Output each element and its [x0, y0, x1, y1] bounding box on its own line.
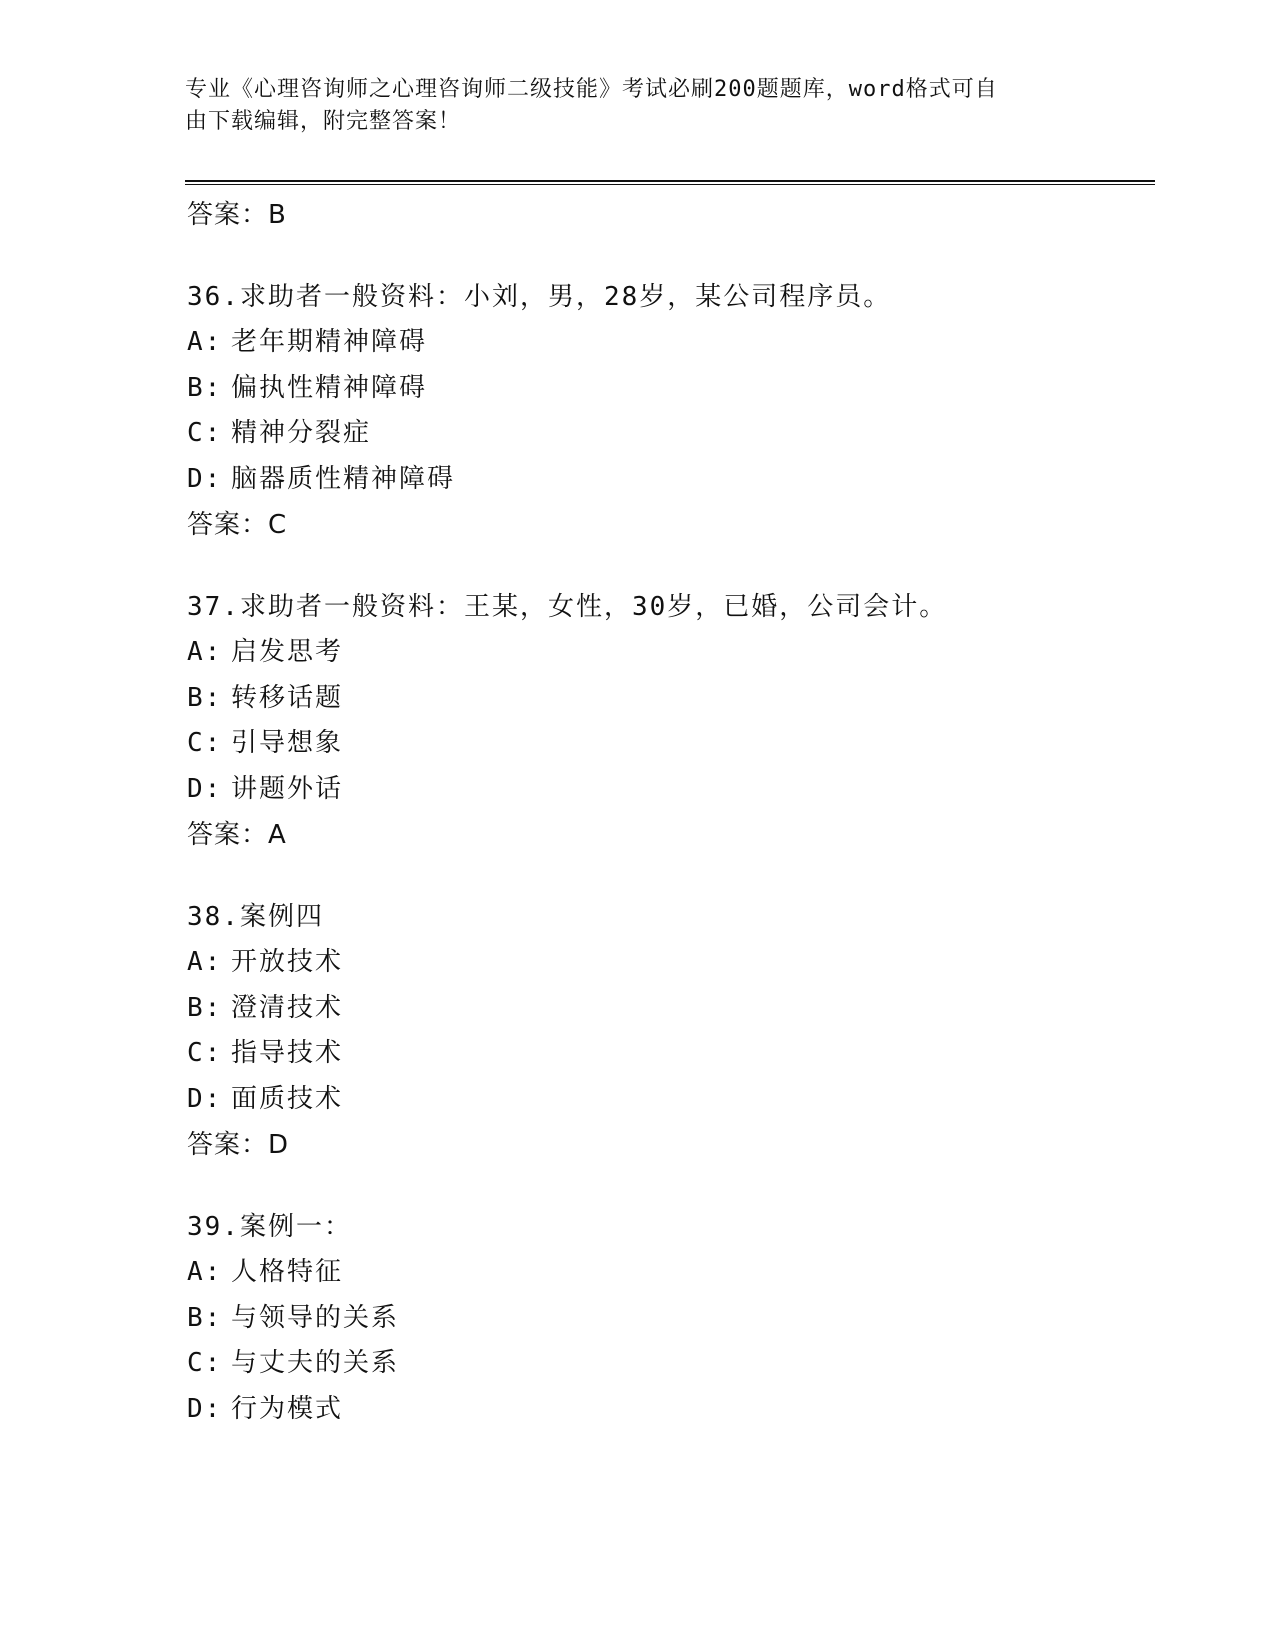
question-text: 求助者一般资料：王某，女性，30岁，已婚，公司会计。 — [239, 592, 948, 622]
option-letter: D: — [187, 1083, 223, 1114]
option-a — [187, 320, 1147, 366]
question-number: 37. — [187, 592, 240, 622]
question-stem — [187, 584, 1147, 630]
answer-value: B — [268, 200, 287, 230]
option-text: 行为模式 — [231, 1393, 344, 1424]
option-b — [187, 676, 1147, 722]
option-letter: B: — [187, 1302, 223, 1333]
option-b — [187, 366, 1147, 412]
option-text: 面质技术 — [231, 1083, 344, 1114]
question-number: 38. — [187, 902, 240, 932]
header-line-1: 专业《心理咨询师之心理咨询师二级技能》考试必刷200题题库，word格式可自 — [185, 77, 998, 102]
option-text: 与领导的关系 — [231, 1302, 400, 1333]
option-text: 启发思考 — [231, 637, 344, 667]
question-stem — [187, 894, 1147, 940]
option-d — [187, 1077, 1147, 1123]
option-letter: D: — [187, 463, 223, 494]
document-header — [185, 74, 1065, 138]
question-list — [187, 192, 1147, 1432]
spacer — [187, 858, 1147, 894]
option-letter: C: — [187, 1038, 223, 1068]
option-letter: D: — [187, 773, 223, 804]
option-letter: B: — [187, 682, 223, 713]
option-b — [187, 986, 1147, 1032]
question-text: 求助者一般资料：小刘，男，28岁，某公司程序员。 — [239, 282, 892, 312]
question-number: 39. — [187, 1212, 240, 1242]
option-letter: A: — [187, 1257, 223, 1287]
question-text: 案例四 — [239, 902, 324, 932]
option-a — [187, 1250, 1147, 1296]
option-d — [187, 1387, 1147, 1433]
option-letter: D: — [187, 1393, 223, 1424]
option-text: 偏执性精神障碍 — [231, 372, 428, 403]
option-letter: A: — [187, 947, 223, 977]
option-text: 指导技术 — [231, 1038, 344, 1068]
option-text: 澄清技术 — [231, 992, 344, 1023]
option-text: 讲题外话 — [231, 773, 344, 804]
answer-label: 答案： — [187, 510, 269, 540]
spacer — [187, 1168, 1147, 1204]
option-c — [187, 721, 1147, 767]
option-letter: A: — [187, 327, 223, 357]
answer-line — [187, 812, 1147, 858]
question-text: 案例一： — [239, 1212, 352, 1242]
answer-label: 答案： — [187, 200, 269, 230]
option-letter: C: — [187, 418, 223, 448]
option-c — [187, 1341, 1147, 1387]
answer-line — [187, 192, 1147, 238]
option-a — [187, 630, 1147, 676]
answer-value: A — [268, 820, 287, 850]
header-line-2: 由下载编辑，附完整答案！ — [185, 109, 462, 134]
option-text: 脑器质性精神障碍 — [231, 463, 456, 494]
option-text: 引导想象 — [231, 728, 344, 758]
option-letter: C: — [187, 728, 223, 758]
option-text: 开放技术 — [231, 947, 344, 977]
option-text: 转移话题 — [231, 682, 344, 713]
option-text: 人格特征 — [231, 1257, 344, 1287]
header-rule-thick — [185, 180, 1155, 182]
option-b — [187, 1296, 1147, 1342]
question-number: 36. — [187, 282, 240, 312]
option-letter: A: — [187, 637, 223, 667]
option-d — [187, 767, 1147, 813]
option-text: 精神分裂症 — [231, 418, 372, 448]
header-rule-thin — [185, 184, 1155, 185]
spacer — [187, 238, 1147, 274]
option-c — [187, 1031, 1147, 1077]
answer-label: 答案： — [187, 820, 269, 850]
answer-line — [187, 1122, 1147, 1168]
option-letter: B: — [187, 372, 223, 403]
option-c — [187, 411, 1147, 457]
option-text: 与丈夫的关系 — [231, 1348, 400, 1378]
answer-value: D — [268, 1130, 290, 1160]
option-letter: C: — [187, 1348, 223, 1378]
answer-label: 答案： — [187, 1130, 269, 1160]
question-stem — [187, 1204, 1147, 1250]
question-stem — [187, 274, 1147, 320]
answer-value: C — [268, 510, 288, 540]
option-d — [187, 457, 1147, 503]
option-text: 老年期精神障碍 — [231, 327, 428, 357]
answer-line — [187, 502, 1147, 548]
spacer — [187, 548, 1147, 584]
option-a — [187, 940, 1147, 986]
option-letter: B: — [187, 992, 223, 1023]
